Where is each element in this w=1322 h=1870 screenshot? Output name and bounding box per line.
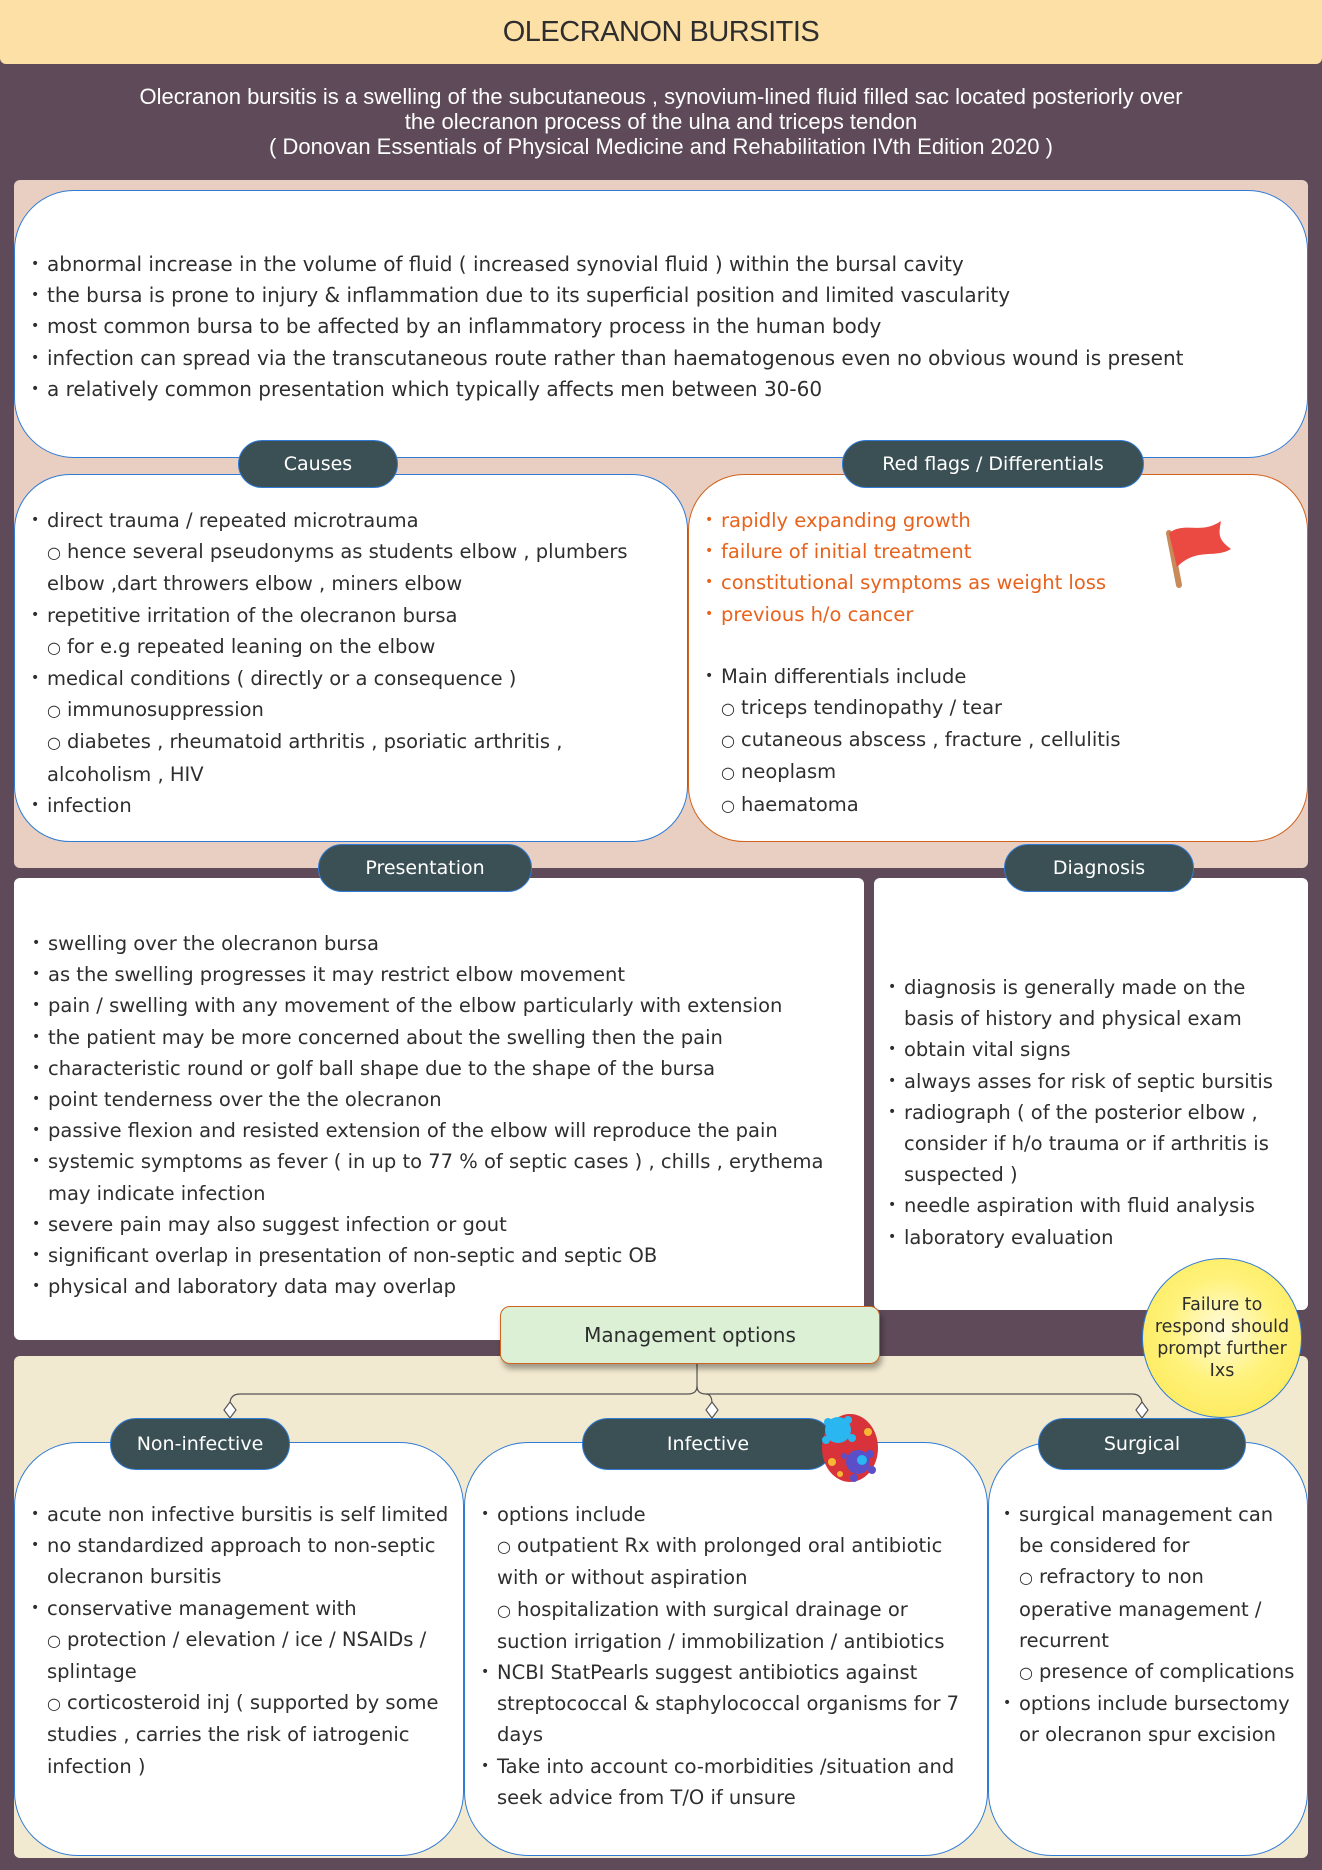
circle-bullet-icon: ○ [47,1630,61,1650]
diagnosis-item: • laboratory evaluation [888,1222,1288,1253]
diagnosis-list [888,972,1288,1253]
presentation-list [32,928,858,1302]
red-flags-header: Red flags / Differentials [842,440,1144,488]
infective-list [481,1499,981,1813]
surgical-subitem: ○ presence of complications [1019,1660,1295,1684]
non-infective-subitem: ○ protection / elevation / ice / NSAIDs / splintage [47,1627,427,1684]
differential-item: ○ cutaneous abscess , fracture , cellulitis [721,728,1121,752]
causes-item: • medical conditions ( directly or a consequence ) [31,663,681,694]
presentation-item: • severe pain may also suggest infection or gout [32,1209,858,1240]
presentation-item: • characteristic round or golf ball shape due to the shape of the bursa [32,1053,858,1084]
non-infective-item: • conservative management with [31,1593,471,1624]
non-infective-header: Non-infective [110,1418,290,1470]
infective-item: • options include [481,1499,981,1530]
presentation-item: • pain / swelling with any movement of the elbow particularly with extension [32,990,858,1021]
differential-item: ○ haematoma [721,792,859,816]
infective-subitem: ○ hospitalization with surgical drainage or suction irrigation / immobilization / antibiotics [497,1597,945,1653]
red-flag-item: • constitutional symptoms as weight loss [705,567,1285,598]
infective-item: • Take into account co-morbidities /situation and seek advice from T/O if unsure [481,1751,981,1813]
circle-bullet-icon: ○ [721,699,735,719]
surgical-subitem: ○ refractory to non operative management / recurrent [1019,1565,1262,1652]
presentation-item: • the patient may be more concerned about the swelling then the pain [32,1022,858,1053]
red-flag-item: • failure of initial treatment [705,536,1285,567]
bacteria-icon [814,1408,886,1486]
red-flag-item: • previous h/o cancer [705,599,1285,630]
intro-line-1: Olecranon bursitis is a swelling of the subcutaneous , synovium-lined fluid filled sac located posteriorly over [139,84,1183,109]
diagnosis-item: • radiograph ( of the posterior elbow , consider if h/o trauma or if arthritis is suspected ) [888,1097,1288,1191]
circle-bullet-icon: ○ [721,731,735,751]
circle-bullet-icon: ○ [721,763,735,783]
circle-bullet-icon: ○ [47,637,61,657]
diagnosis-item: • diagnosis is generally made on the basis of history and physical exam [888,972,1288,1034]
surgical-card [988,1442,1308,1856]
infective-header: Infective [582,1418,834,1470]
circle-bullet-icon: ○ [47,701,61,721]
presentation-card [14,878,864,1340]
presentation-item: • as the swelling progresses it may restrict elbow movement [32,959,858,990]
diagnosis-item: • always asses for risk of septic bursitis [888,1066,1288,1097]
circle-bullet-icon: ○ [47,1694,61,1714]
presentation-item: • physical and laboratory data may overlap [32,1271,858,1302]
presentation-item: • point tenderness over the the olecranon [32,1084,858,1115]
circle-bullet-icon: ○ [47,543,61,563]
differential-item: ○ triceps tendinopathy / tear [721,696,1003,720]
causes-header: Causes [238,440,398,488]
causes-subitem: ○ diabetes , rheumatoid arthritis , psoriatic arthritis , [47,730,563,754]
non-infective-list [31,1499,471,1782]
non-infective-item: • acute non infective bursitis is self limited [31,1499,471,1530]
non-infective-card [14,1442,464,1856]
causes-subitem: ○ hence several pseudonyms as students elbow , plumbers [47,540,628,564]
surgical-item: • options include bursectomy or olecranon spur excision [1003,1688,1299,1750]
tree-connector [0,1360,1322,1420]
causes-list [31,505,681,821]
surgical-item: • surgical management can be considered for [1003,1499,1299,1561]
overview-item: • the bursa is prone to injury & inflammation due to its superficial position and limited vascularity [31,280,1291,311]
diagnosis-card [874,878,1308,1310]
diagnosis-header: Diagnosis [1004,844,1194,892]
circle-bullet-icon: ○ [721,795,735,815]
circle-bullet-icon: ○ [47,733,61,753]
overview-list [31,249,1291,405]
overview-item: • abnormal increase in the volume of fluid ( increased synovial fluid ) within the bursal cavity [31,249,1291,280]
red-flags-card [688,474,1308,842]
circle-bullet-icon: ○ [497,1537,511,1557]
causes-continuation: alcoholism , HIV [47,762,204,786]
causes-card [14,474,688,842]
presentation-item: • swelling over the olecranon bursa [32,928,858,959]
causes-subitem: ○ immunosuppression [47,698,264,722]
diagnosis-item: • needle aspiration with fluid analysis [888,1190,1288,1221]
infective-subitem: ○ outpatient Rx with prolonged oral antibiotic with or without aspiration [497,1534,943,1590]
causes-item: • direct trauma / repeated microtrauma [31,505,681,536]
overview-item: • most common bursa to be affected by an inflammatory process in the human body [31,311,1291,342]
overview-card [14,190,1308,458]
differential-item: ○ neoplasm [721,760,837,784]
differentials-heading: • Main differentials include [705,661,1285,692]
causes-continuation: elbow ,dart throwers elbow , miners elbow [47,572,463,596]
failure-to-respond-callout: Failure to respond should prompt further Ixs [1142,1258,1302,1418]
presentation-item: • passive flexion and resisted extension of the elbow will reproduce the pain [32,1115,858,1146]
overview-item: • a relatively common presentation which typically affects men between 30-60 [31,374,1291,405]
intro-citation: ( Donovan Essentials of Physical Medicine and Rehabilitation IVth Edition 2020 ) [269,134,1053,159]
presentation-item: • systemic symptoms as fever ( in up to 77 % of septic cases ) , chills , erythema may indicate infection [32,1146,858,1208]
causes-subitem: ○ for e.g repeated leaning on the elbow [47,634,436,658]
surgical-header: Surgical [1038,1418,1246,1470]
presentation-item: • significant overlap in presentation of non-septic and septic OB [32,1240,858,1271]
causes-item: • infection [31,790,681,821]
circle-bullet-icon: ○ [497,1600,511,1620]
intro-definition [0,84,1322,159]
management-options-node: Management options [500,1306,880,1364]
circle-bullet-icon: ○ [1019,1568,1033,1588]
causes-item: • repetitive irritation of the olecranon bursa [31,600,681,631]
presentation-header: Presentation [318,844,532,892]
intro-line-2: the olecranon process of the ulna and triceps tendon [404,109,918,134]
infective-card [464,1442,988,1856]
overview-item: • infection can spread via the transcutaneous route rather than haematogenous even no obvious wound is present [31,343,1291,374]
red-flag-icon [1157,513,1237,593]
infective-item: • NCBI StatPearls suggest antibiotics against streptococcal & staphylococcal organisms for 7 days [481,1657,981,1751]
diagnosis-item: • obtain vital signs [888,1034,1288,1065]
red-flag-item: • rapidly expanding growth [705,505,1285,536]
page-title: OLECRANON BURSITIS [502,15,820,48]
non-infective-item: • no standardized approach to non-septic olecranon bursitis [31,1530,471,1592]
circle-bullet-icon: ○ [1019,1663,1033,1683]
surgical-list [1003,1499,1299,1751]
non-infective-subitem: ○ corticosteroid inj ( supported by some studies , carries the risk of iatrogenic infection ) [47,1691,439,1778]
title-bar [0,0,1322,64]
